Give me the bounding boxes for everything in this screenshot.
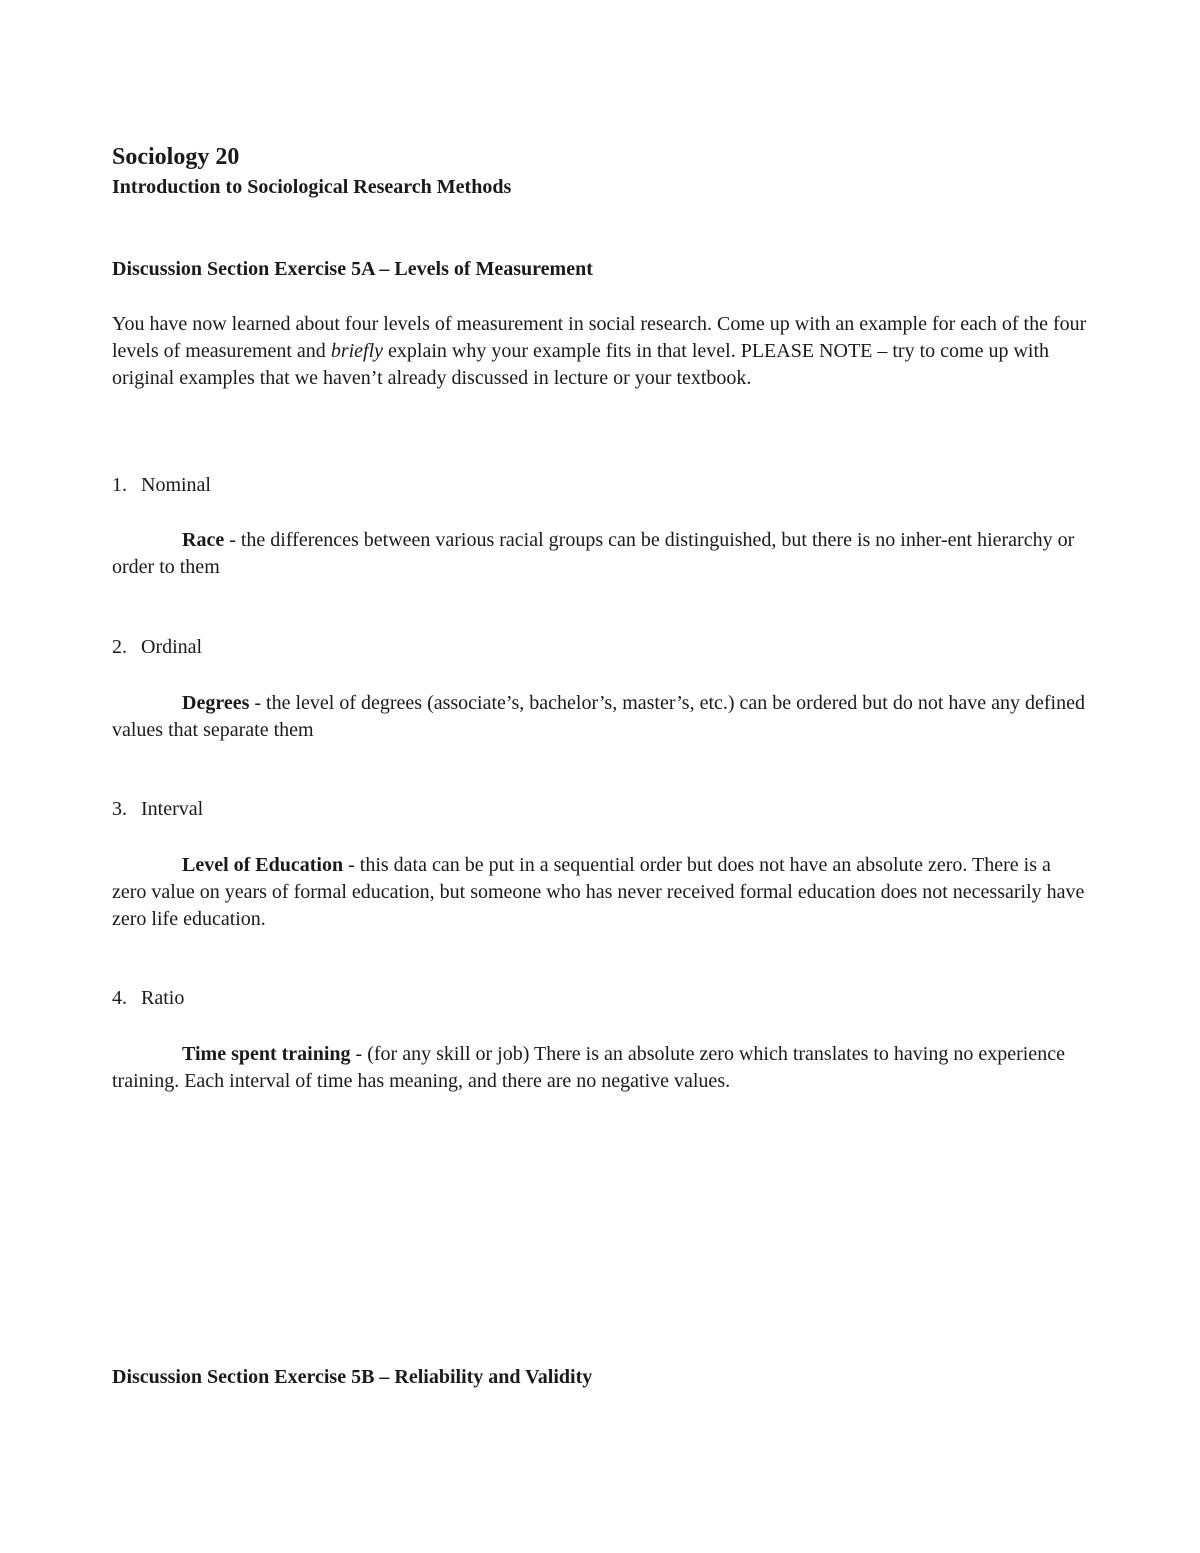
list-number: 4. <box>112 987 127 1009</box>
answer-ratio <box>112 1041 1087 1095</box>
answer-example: Race <box>182 529 225 551</box>
answer-ordinal <box>112 690 1087 744</box>
list-number: 3. <box>112 798 127 820</box>
instructions-text-1: You have now learned about four levels of measurement in social research. Come up with an example for each of the four levels of measurement and <box>112 313 1087 362</box>
answer-explanation: - the level of degrees (associate’s, bachelor’s, master’s, etc.) can be ordered but do not have any defined values that separate them <box>112 692 1085 741</box>
exercise-5a-heading: Discussion Section Exercise 5A – Levels of Measurement <box>112 258 593 280</box>
list-number: 1. <box>112 474 127 496</box>
list-item-label: Interval <box>141 798 204 820</box>
list-item-label: Nominal <box>141 474 211 496</box>
answer-example: Level of Education <box>182 854 344 876</box>
list-item-interval <box>112 798 203 821</box>
list-item-nominal <box>112 474 211 497</box>
answer-example: Degrees <box>182 692 250 714</box>
instructions-emphasis: briefly <box>330 340 384 362</box>
answer-explanation: - (for any skill or job) There is an absolute zero which translates to having no experience training. Each interval of time has meaning, and there are no negative values. <box>112 1043 1065 1092</box>
course-number: Sociology 20 <box>112 144 240 170</box>
list-item-ratio <box>112 987 184 1010</box>
answer-explanation: - the differences between various racial groups can be distinguished, but there is no inher-ent hierarchy or order to them <box>112 529 1075 578</box>
instructions-text-2: explain why your example fits in that level. PLEASE NOTE – try to come up with original examples that we haven’t already discussed in lecture or your textbook. <box>112 340 1050 389</box>
answer-example: Time spent training <box>182 1043 351 1065</box>
answer-explanation: - this data can be put in a sequential order but does not have an absolute zero. There is a zero value on years of formal education, but someone who has never received formal education does not necessarily have zero life education. <box>112 854 1085 930</box>
answer-nominal <box>112 527 1087 581</box>
list-item-ordinal <box>112 636 202 659</box>
answer-interval <box>112 852 1087 933</box>
exercise-5b-heading: Discussion Section Exercise 5B – Reliability and Validity <box>112 1366 593 1388</box>
list-number: 2. <box>112 636 127 658</box>
exercise-5a-instructions <box>112 311 1087 392</box>
list-item-label: Ratio <box>141 987 185 1009</box>
course-title: Introduction to Sociological Research Methods <box>112 176 512 198</box>
list-item-label: Ordinal <box>141 636 203 658</box>
